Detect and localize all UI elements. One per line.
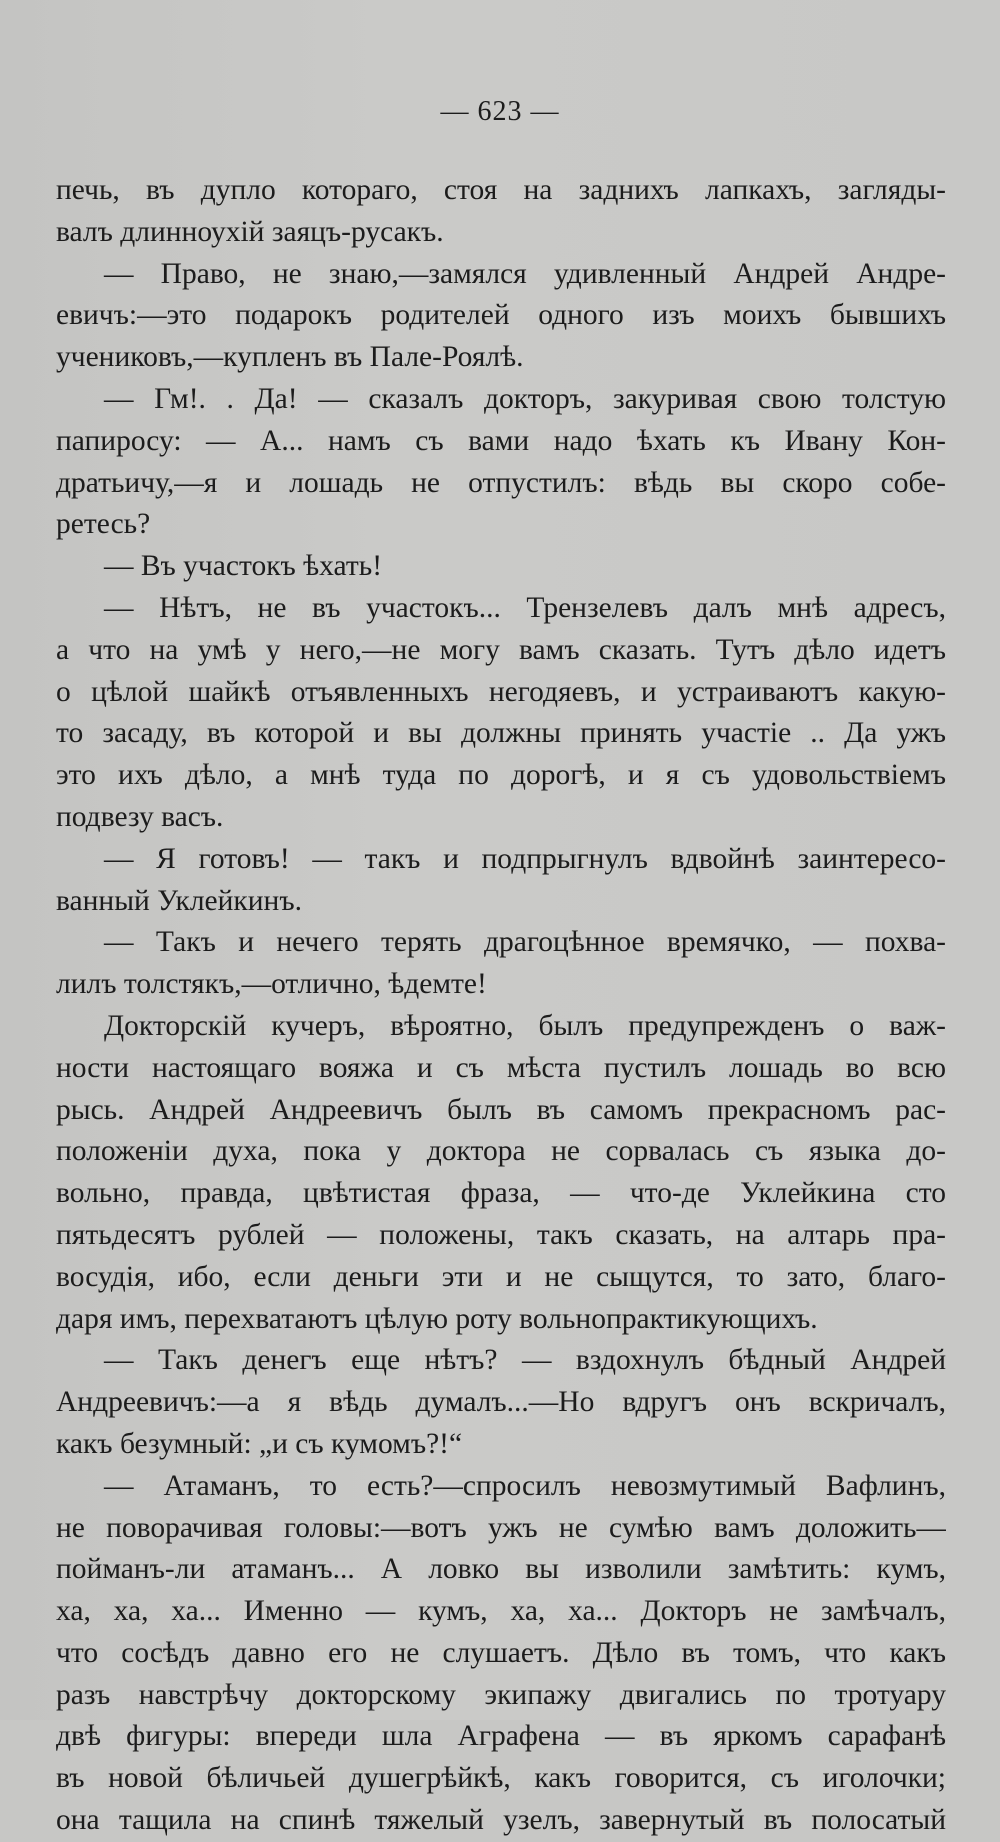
text-line: — Нѣтъ, не въ участокъ... Трензелевъ далъ мнѣ адресъ, (104, 591, 946, 624)
text-line: Докторскій кучеръ, вѣроятно, былъ предупрежденъ о важ- (104, 1009, 946, 1042)
text-line: валъ длинноухій заяцъ-русакъ. (56, 215, 444, 248)
text-line: даря имъ, перехватаютъ цѣлую роту вольнопрактикующихъ. (56, 1302, 818, 1335)
text-line: ности настоящаго вояжа и съ мѣста пустилъ лошадь во всю (56, 1051, 946, 1084)
text-line: то засаду, въ которой и вы должны принять участіе .. Да ужъ (56, 717, 946, 750)
text-line: ретесь? (56, 508, 151, 541)
text-line: положеніи духа, пока у доктора не сорвалась съ языка до- (56, 1135, 946, 1168)
text-line: подвезу васъ. (56, 800, 224, 833)
text-line: она тащила на спинѣ тяжелый узелъ, завернутый въ полосатый (56, 1804, 946, 1837)
text-line: а что на умѣ у него,—не могу вамъ сказать. Тутъ дѣло идетъ (56, 633, 946, 666)
text-line: пятьдесятъ рублей — положены, такъ сказать, на алтарь пра- (56, 1218, 946, 1251)
text-line: евичъ:—это подарокъ родителей одного изъ моихъ бывшихъ (56, 299, 946, 332)
text-line: — Такъ и нечего терять драгоцѣнное времячко, — похва- (104, 926, 946, 959)
text-line: разъ навстрѣчу докторскому экипажу двигались по тротуару (56, 1678, 946, 1711)
text-line: дратьичу,—я и лошадь не отпустилъ: вѣдь вы скоро собе- (56, 466, 946, 499)
text-line: не поворачивая головы:—вотъ ужъ не сумѣю вамъ доложить— (56, 1511, 946, 1544)
text-line: — Право, не знаю,—замялся удивленный Андрей Андре- (104, 257, 946, 290)
text-line: — Въ участокъ ѣхать! (104, 550, 383, 583)
text-line: вольно, правда, цвѣтистая фраза, — что-де Уклейкина сто (56, 1177, 946, 1210)
text-line: какъ безумный: „и съ кумомъ?!“ (56, 1427, 463, 1460)
text-line: ха, ха, ха... Именно — кумъ, ха, ха... Докторъ не замѣчалъ, (56, 1595, 946, 1628)
text-line: — Гм!. . Да! — сказалъ докторъ, закуривая свою толстую (104, 382, 946, 415)
text-line: печь, въ дупло котораго, стоя на заднихъ лапкахъ, загляды- (56, 174, 946, 206)
text-line: это ихъ дѣло, а мнѣ туда по дорогѣ, и я съ удовольствіемъ (56, 759, 946, 792)
text-line: — Я готовъ! — такъ и подпрыгнулъ вдвойнѣ заинтересо- (104, 842, 946, 875)
text-line: — Такъ денегъ еще нѣтъ? — вздохнулъ бѣдный Андрей (104, 1344, 946, 1377)
text-line: о цѣлой шайкѣ отъявленныхъ негодяевъ, и устраиваютъ какую- (56, 675, 946, 708)
text-line: — Атаманъ, то есть?—спросилъ невозмутимый Вафлинъ, (104, 1469, 946, 1502)
text-line: ванный Уклейкинъ. (56, 884, 302, 917)
text-line: восудія, ибо, если деньги эти и не сыщутся, то зато, благо- (56, 1260, 946, 1293)
text-line: рысь. Андрей Андреевичъ былъ въ самомъ прекрасномъ рас- (56, 1093, 946, 1126)
page-number: — 623 — (440, 96, 560, 127)
text-line: въ новой бѣличьей душегрѣйкѣ, какъ говорится, съ иголочки; (56, 1762, 946, 1795)
body-text (56, 170, 946, 1842)
text-line: Андреевичъ:—а я вѣдь думалъ...—Но вдругъ онъ вскричалъ, (56, 1386, 946, 1419)
text-line: папиросу: — А... намъ съ вами надо ѣхать къ Ивану Кон- (56, 424, 946, 457)
text-line: учениковъ,—купленъ въ Пале-Роялѣ. (56, 341, 524, 374)
text-line: что сосѣдъ давно его не слушаетъ. Дѣло въ томъ, что какъ (56, 1636, 946, 1669)
text-line: пойманъ-ли атаманъ... А ловко вы изволили замѣтить: кумъ, (56, 1553, 946, 1586)
text-line: двѣ фигуры: впереди шла Аграфена — въ яркомъ сарафанѣ (56, 1720, 946, 1753)
text-line: лилъ толстякъ,—отлично, ѣдемте! (56, 968, 487, 1001)
